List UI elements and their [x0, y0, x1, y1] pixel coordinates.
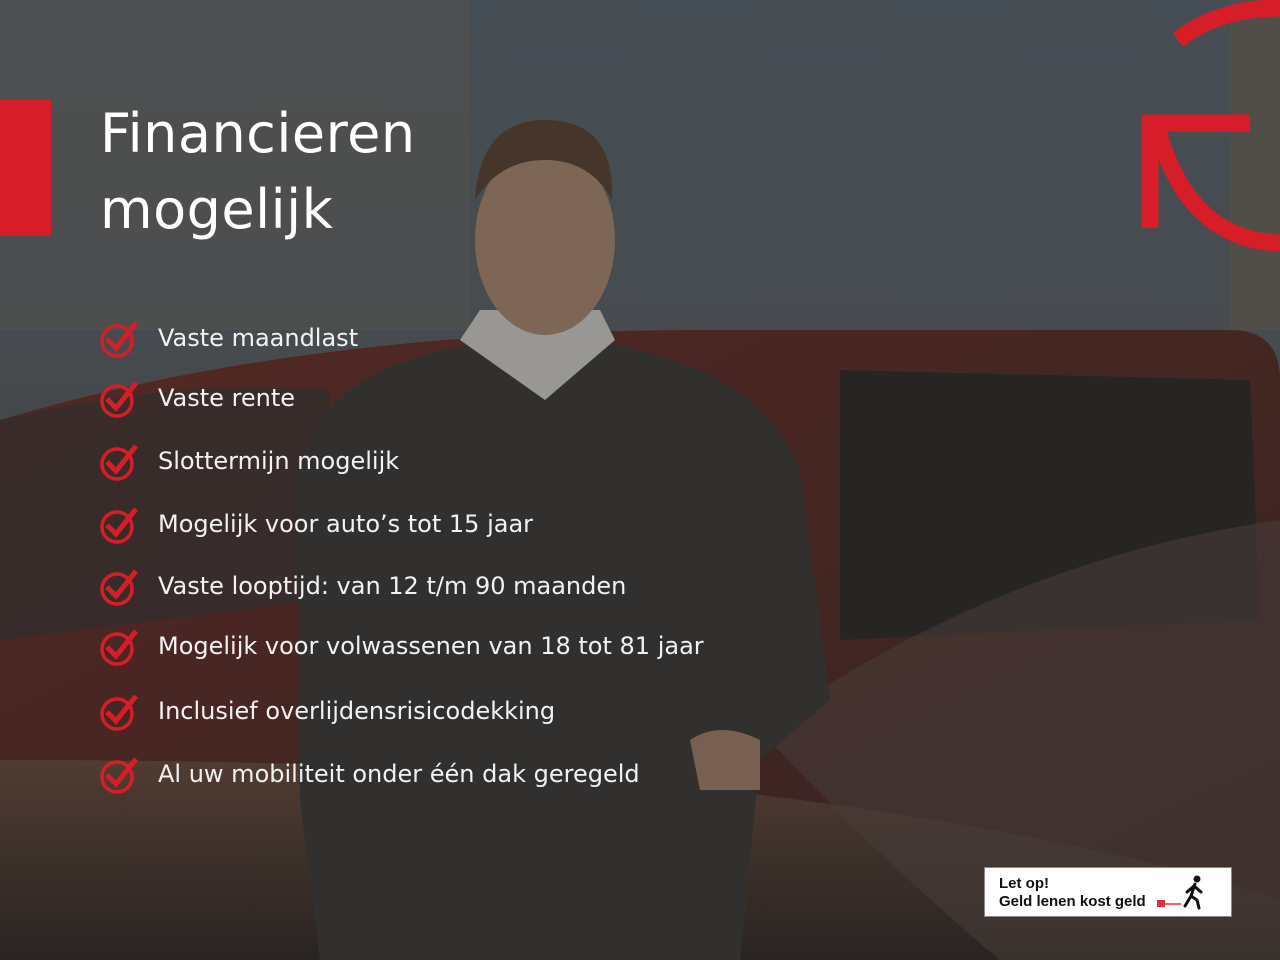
brand-logo-arc-icon [1138, 0, 1280, 260]
check-circle-icon [98, 503, 140, 545]
page-title [100, 96, 416, 248]
check-circle-icon [98, 625, 140, 667]
feature-item [98, 376, 295, 420]
feature-label: Mogelijk voor auto’s tot 15 jaar [158, 510, 534, 538]
check-circle-icon [98, 377, 140, 419]
check-circle-icon [98, 690, 140, 732]
feature-item [98, 689, 555, 733]
loan-warning-badge [984, 867, 1232, 917]
feature-label: Inclusief overlijdensrisicodekking [158, 697, 556, 725]
check-circle-icon [98, 440, 140, 482]
feature-label: Vaste looptijd: van 12 t/m 90 maanden [158, 572, 627, 600]
walking-person-icon [1157, 874, 1217, 912]
check-circle-icon [98, 317, 140, 359]
warning-line-1: Let op! [999, 875, 1049, 892]
feature-label: Mogelijk voor volwassenen van 18 tot 81 jaar [158, 632, 704, 660]
feature-item [98, 624, 704, 668]
accent-bar [0, 100, 51, 236]
feature-item [98, 502, 533, 546]
check-circle-icon [98, 753, 140, 795]
feature-label: Al uw mobiliteit onder één dak geregeld [158, 760, 640, 788]
feature-item [98, 439, 399, 483]
feature-item [98, 564, 626, 608]
check-circle-icon [98, 565, 140, 607]
feature-label: Slottermijn mogelijk [158, 447, 400, 475]
feature-item [98, 316, 358, 360]
feature-label: Vaste rente [158, 384, 296, 412]
feature-item [98, 752, 640, 796]
feature-label: Vaste maandlast [158, 324, 359, 352]
title-line-1: Financieren [100, 102, 416, 165]
warning-line-2: Geld lenen kost geld [999, 893, 1146, 910]
title-line-2: mogelijk [100, 178, 334, 241]
